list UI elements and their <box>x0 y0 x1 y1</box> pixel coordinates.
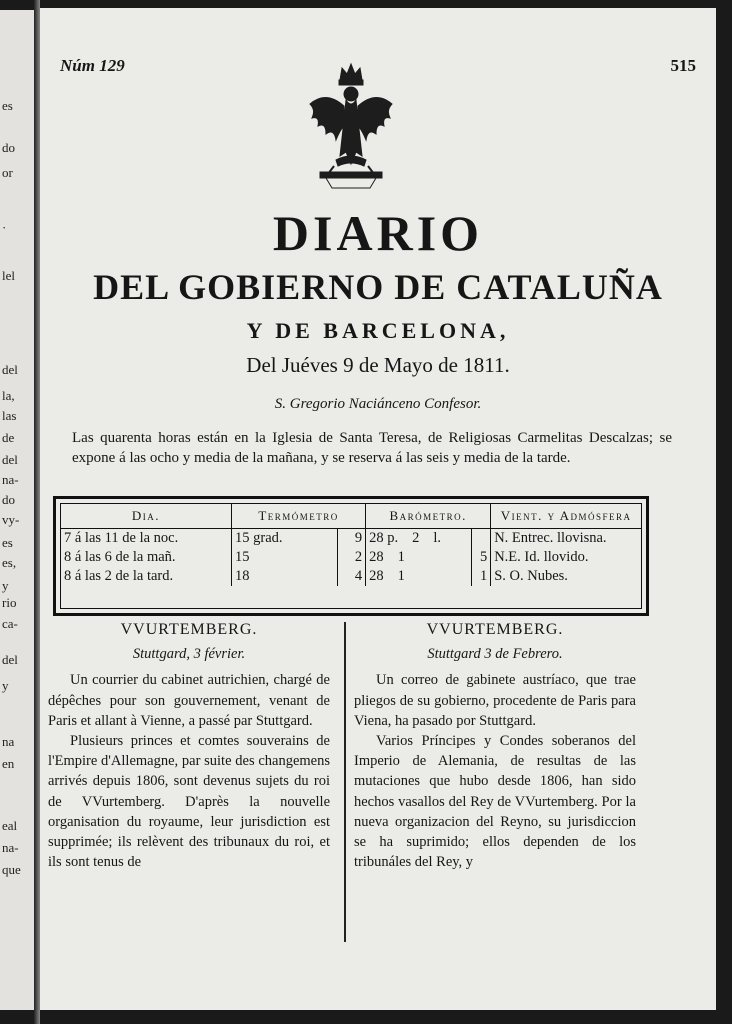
left-page-fragment: y <box>2 578 9 593</box>
left-page-fragment: y <box>2 678 9 693</box>
left-paragraph: Plusieurs princes et comtes souverains de l'Empire d'Allemagne, par suite des changemens arrivés depuis 1806, sont devenus sujets du roi de VVurtemberg. D'après la nouvelle organisation du royaume, leur jurisdiction est supprimée; ils relèvent des tribunaux du roi, et ils sont tenus de <box>48 733 330 871</box>
left-page-fragment: eal <box>2 818 18 833</box>
saint-of-day: S. Gregorio Naciánceno Confesor. <box>274 396 482 412</box>
weather-header-barometro: Barómetro. <box>366 504 491 529</box>
barometer-lines: 1 <box>397 549 405 565</box>
weather-cell-termo: 15 grad. <box>232 529 338 549</box>
weather-cell-viento: N.E. Id. llovido. <box>491 548 641 567</box>
left-page-fragment: or <box>2 165 13 180</box>
weather-header-termometro: Termómetro <box>232 504 366 529</box>
issue-date: Del Juéves 9 de Mayo de 1811. <box>246 353 510 377</box>
weather-cell-baro <box>366 548 472 567</box>
weather-cell-termo-frac: 4 <box>338 567 366 586</box>
right-dateline: Stuttgard 3 de Febrero. <box>427 646 563 663</box>
weather-cell-viento: S. O. Nubes. <box>491 567 641 586</box>
barometer-inches: 28 <box>369 549 384 565</box>
left-page-fragment: ca- <box>2 616 18 631</box>
left-page-fragment: es, <box>2 555 17 570</box>
weather-cell-baro-frac: 5 <box>472 548 491 567</box>
page-number: 515 <box>670 56 696 75</box>
weather-cell-viento: N. Entrec. llovisna. <box>491 529 641 549</box>
weather-row <box>61 548 641 567</box>
weather-cell-dia: 7 á las 11 de la noc. <box>64 530 179 546</box>
left-page-fragment: del <box>2 652 18 667</box>
weather-cell-dia: 8 á las 6 de la mañ. <box>64 549 176 565</box>
left-facing-page <box>0 10 36 1010</box>
barometer-inches: 28 p. <box>369 530 399 546</box>
weather-row <box>61 529 641 549</box>
left-page-fragment: · <box>2 220 7 235</box>
french-column <box>48 620 330 872</box>
weather-header-viento: Vient. y Admósfera <box>491 504 641 529</box>
masthead-subtitle: DEL GOBIERNO DE CATALUÑA <box>93 267 663 307</box>
left-page-fragment: lel <box>2 268 15 283</box>
right-paragraph: Varios Príncipes y Condes soberanos del Imperio de Alemania, de resultas de las mutaciones que hubo desde 1806, han sido hechos vasallos del Rey de VVurtemberg. Por la nueva organizacion del Reyno, su jurisdiccion se ha suprimido; ellos dependen de los tribunáles del Rey, y <box>354 733 636 871</box>
left-page-fragment: do <box>2 140 15 155</box>
left-page-fragment: del <box>2 452 18 467</box>
weather-cell-baro-frac <box>472 529 491 549</box>
left-page-fragment: es <box>2 535 13 550</box>
weather-cell-baro-frac: 1 <box>472 567 491 586</box>
crowned-eagle-emblem-icon <box>306 60 396 200</box>
barometer-lines: 2 <box>412 530 420 546</box>
right-paragraph: Un correo de gabinete austríaco, que trae pliegos de su gobierno, procedente de Paris para Viena, ha pasado por Stuttgard. <box>354 672 636 729</box>
left-page-fragment: de <box>2 430 15 445</box>
newspaper-page <box>40 8 716 1010</box>
weather-cell-termo: 18 <box>232 567 338 586</box>
left-page-fragment: na- <box>2 472 19 487</box>
left-page-fragment: rio <box>2 595 17 610</box>
weather-cell-termo-frac: 2 <box>338 548 366 567</box>
left-page-fragment: del <box>2 362 18 377</box>
left-page-fragment: do <box>2 492 15 507</box>
weather-header-dia: Dia. <box>61 504 232 529</box>
right-country-heading: VVURTEMBERG. <box>426 621 564 638</box>
weather-cell-termo-frac: 9 <box>338 529 366 549</box>
barometer-unit: l. <box>433 530 442 546</box>
left-page-fragment: na <box>2 734 15 749</box>
quarenta-horas-notice: Las quarenta horas están en la Iglesia de Santa Teresa, de Religiosas Carmelitas Descalzas; se expone á las ocho y media de la mañana, y se reserva á las seis y media de la tarde. <box>72 430 672 466</box>
weather-cell-dia: 8 á las 2 de la tard. <box>64 568 174 584</box>
left-page-fragment: en <box>2 756 15 771</box>
weather-cell-termo: 15 <box>232 548 338 567</box>
barometer-inches: 28 <box>369 568 384 584</box>
barometer-lines: 1 <box>397 568 405 584</box>
left-country-heading: VVURTEMBERG. <box>120 621 258 638</box>
left-page-fragment: que <box>2 862 21 877</box>
left-page-fragment: es <box>2 98 13 113</box>
weather-cell-baro <box>366 567 472 586</box>
spanish-column <box>354 620 636 872</box>
weather-row <box>61 567 641 586</box>
left-dateline: Stuttgard, 3 février. <box>132 646 246 663</box>
issue-number: Núm 129 <box>60 56 125 75</box>
left-paragraph: Un courrier du cabinet autrichien, chargé de dépêches pour son gouvernement, venant de Paris et allant à Vienne, a passé par Stuttgard. <box>48 672 330 729</box>
masthead-subtitle-city: Y DE BARCELONA, <box>246 318 510 343</box>
weather-table <box>53 496 649 616</box>
weather-cell-baro <box>366 529 472 549</box>
left-page-fragment: vy- <box>2 512 20 527</box>
left-page-fragment: la, <box>2 388 15 403</box>
left-page-fragment: las <box>2 408 17 423</box>
masthead-title: DIARIO <box>272 205 484 261</box>
left-page-fragment: na- <box>2 840 19 855</box>
column-divider <box>344 622 346 942</box>
